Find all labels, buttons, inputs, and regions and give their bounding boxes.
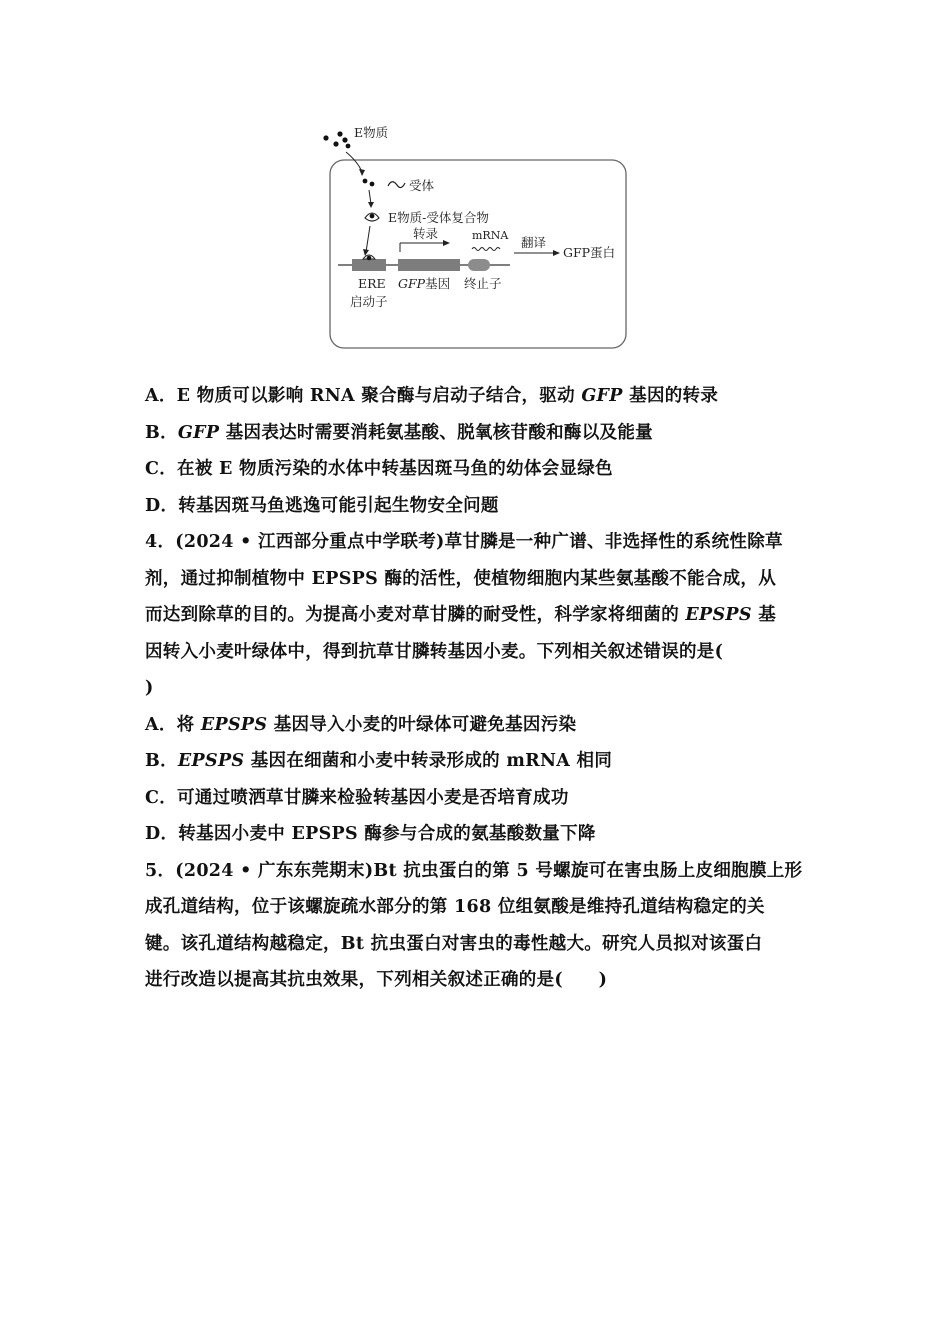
gfp-gene-block: [398, 259, 460, 271]
ere-arrow: [366, 226, 370, 252]
q4-stem-line-3: [145, 597, 810, 634]
label-complex: E物质-受体复合物: [388, 210, 489, 225]
label-transcription: 转录: [413, 226, 439, 241]
label-gfp-gene-italic: GFP: [398, 276, 426, 291]
bind-arrow: [369, 190, 371, 204]
q4-option-a: [145, 707, 810, 744]
q3-option-b-italic: GFP: [177, 422, 220, 443]
q5-stem-line-2: 成孔道结构，位于该螺旋疏水部分的第 168 位组氨酸是维持孔道结构稳定的关: [145, 897, 765, 917]
q4-option-a-prefix: A．将: [145, 714, 201, 735]
q4-option-b-prefix: B．: [145, 751, 178, 771]
label-mrna: mRNA: [472, 229, 509, 242]
q5-stem-line-4: 进行改造以提高其抗虫效果，下列相关叙述正确的是( ): [145, 970, 608, 990]
q3-option-a-italic: GFP: [581, 386, 623, 406]
q5-stem-line-1: 5．(2024 • 广东东莞期末)Bt 抗虫蛋白的第 5 号螺旋可在害虫肠上皮细胞膜上形: [145, 860, 803, 881]
q3-option-c: C．在被 E 物质污染的水体中转基因斑马鱼的幼体会显绿色: [145, 459, 613, 479]
q5-stem-line-3: 键。该孔道结构越稳定，Bt 抗虫蛋白对害虫的毒性越大。研究人员拟对该蛋白: [145, 933, 763, 954]
q4-stem-line-4: 因转入小麦叶绿体中，得到抗草甘膦转基因小麦。下列相关叙述错误的是(: [145, 641, 724, 662]
e-substance-dots: [323, 131, 350, 148]
ere-promoter-block: [352, 259, 386, 271]
label-receptor: 受体: [409, 178, 435, 193]
q3-option-a-text: A．E 物质可以影响 RNA 聚合酶与启动子结合，驱动: [145, 386, 582, 406]
q4-stem-line-5: ): [145, 678, 154, 698]
receptor-shape: [388, 182, 405, 188]
q4-option-b: [145, 743, 810, 780]
label-translation: 翻译: [521, 235, 547, 250]
entry-arrow: [346, 152, 362, 172]
diagram-svg: [318, 122, 634, 354]
label-e-substance: E物质: [354, 125, 389, 140]
q4-option-d: D．转基因小麦中 EPSPS 酶参与合成的氨基酸数量下降: [145, 824, 596, 844]
q3-option-b: [145, 415, 810, 452]
label-ere: ERE: [358, 276, 386, 291]
q3-option-a: [145, 378, 810, 415]
transcription-arrow-head: [443, 240, 450, 246]
translation-arrow-head: [553, 250, 560, 256]
q4-stem-line-1: 4．(2024 • 江西部分重点中学联考)草甘膦是一种广谱、非选择性的系统性除草: [145, 532, 783, 552]
q4-option-c: C．可通过喷洒草甘膦来检验转基因小麦是否培育成功: [145, 787, 569, 808]
mrna-wave: [472, 248, 500, 251]
bind-arrow-head: [368, 202, 374, 208]
q4-option-b-text: 基因在细菌和小麦中转录形成的 mRNA 相同: [244, 751, 613, 771]
e-dot-inside: [363, 179, 368, 184]
q3-option-d: D．转基因斑马鱼逃逸可能引起生物安全问题: [145, 495, 499, 516]
q3-option-a-suffix: 基因的转录: [622, 386, 719, 406]
entry-arrow-head: [359, 169, 365, 176]
label-gfp-protein: GFP蛋白: [563, 245, 616, 260]
q4-stem-line-3-suffix: 基: [751, 605, 777, 625]
gene-expression-diagram: [318, 122, 634, 354]
label-promoter: 启动子: [350, 294, 388, 309]
label-terminator: 终止子: [464, 276, 502, 291]
q4-stem-line-3-italic: EPSPS: [685, 605, 752, 625]
complex-dot: [370, 214, 375, 219]
e-dot-inside: [370, 182, 375, 187]
ere-bound-dot: [367, 256, 372, 261]
q3-option-b-text: 基因表达时需要消耗氨基酸、脱氧核苷酸和酶以及能量: [219, 422, 653, 443]
q4-stem-line-3-text: 而达到除草的目的。为提高小麦对草甘膦的耐受性，科学家将细菌的: [145, 605, 686, 625]
label-gfp-gene-suffix: 基因: [425, 276, 451, 291]
q4-option-b-italic: EPSPS: [177, 751, 245, 771]
terminator-block: [468, 259, 490, 271]
question-content: [145, 378, 810, 999]
q4-stem-line-2: 剂，通过抑制植物中 EPSPS 酶的活性，使植物细胞内某些氨基酸不能合成，从: [145, 568, 777, 589]
q3-option-b-prefix: B．: [145, 422, 178, 443]
q4-option-a-text: 基因导入小麦的叶绿体可避免基因污染: [267, 714, 577, 735]
q4-option-a-italic: EPSPS: [200, 714, 268, 735]
label-gfp-gene: [398, 276, 450, 291]
